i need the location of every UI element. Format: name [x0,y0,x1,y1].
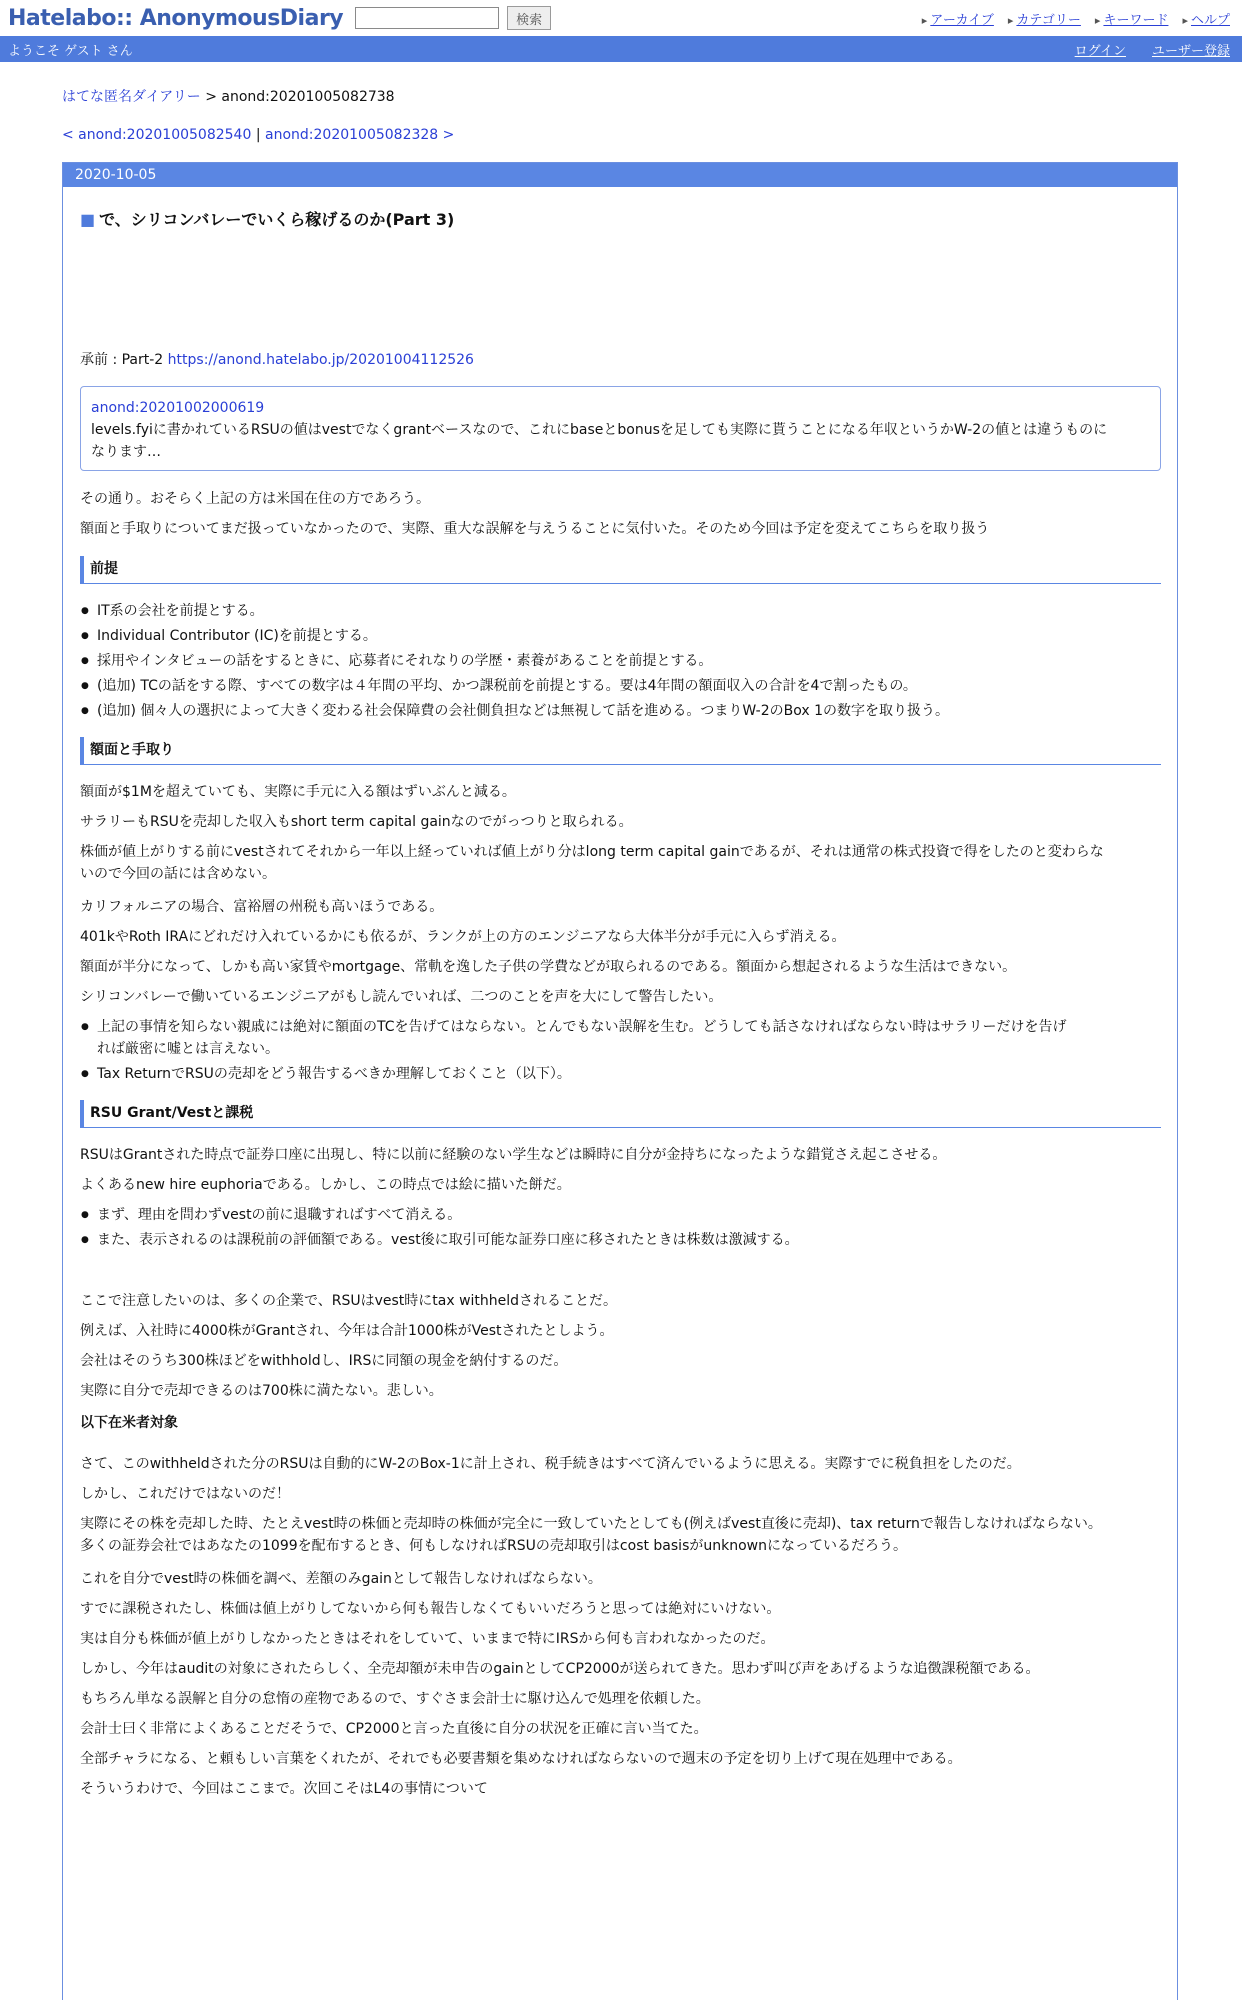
quote-text-line-1: levels.fyiに書かれているRSUの値はvestでなくgrantベースなので、これにbaseとbonusを足しても実際に貰うことになる年収というかW-2の値とは違うものに [91,422,1108,438]
chevron-right-icon: ▸ [1007,14,1014,27]
paragraph: 401kやRoth IRAにどれだけ入れているかにも依るが、ランクが上の方のエンジニアなら大体半分が手元に入らず消える。 [80,929,846,945]
search-button[interactable]: 検索 [507,6,551,30]
section-heading-rsu: RSU Grant/Vestと課税 [80,1100,1161,1128]
nav-category-link[interactable]: カテゴリー [1016,13,1081,28]
paragraph: しかし、今年はauditの対象にされたらしく、全売却額が未申告のgainとしてCP2000が送られてきた。思わず叫び声をあげるような追徴課税額である。 [80,1661,1040,1677]
prev-part-link[interactable]: https://anond.hatelabo.jp/20201004112526 [167,352,474,368]
list-item: ● Tax ReturnでRSUの売却をどう報告するべきか理解しておくこと（以下）。 [97,1063,571,1085]
next-entry-link[interactable]: anond:20201005082328 > [265,127,455,143]
paragraph: 額面が半分になって、しかも高い家賃やmortgage、常軌を逸した子供の学費などが取られるのである。額面から想起されるような生活はできない。 [80,959,1017,975]
paragraph: 額面と手取りについてまだ扱っていなかったので、実際、重大な誤解を与えうることに気付いた。そのため今回は予定を変えてこちらを取り扱う [80,521,990,537]
entry-date: 2020-10-05 [63,163,1177,187]
list-item [97,1016,1067,1060]
entry-permalink-icon[interactable]: ■ [80,210,96,229]
quote-source-link[interactable]: anond:20201002000619 [91,400,265,416]
prev-part-label: 承前 : Part-2 [80,352,168,368]
list-item: ● 採用やインタビューの話をするときに、応募者にそれなりの学歴・素養があることを前提とする。 [97,650,712,672]
paragraph: 全部チャラになる、と頼もしい言葉をくれたが、それでも必要書類を集めなければならないので週末の予定を切り上げて現在処理中である。 [80,1751,962,1767]
paragraph: 多くの証券会社ではあなたの1099を配布するとき、何もしなければRSUの売却取引はcost basisがunknownになっているだろう。 [80,1538,907,1554]
paragraph: 実は自分も株価が値上がりしなかったときはそれをしていて、いままで特にIRSから何も言われなかったのだ。 [80,1631,775,1647]
register-link[interactable]: ユーザー登録 [1151,44,1230,59]
breadcrumb-separator: > [205,89,217,105]
paragraph: いので今回の話には含めない。 [80,866,276,882]
list-item: ● (追加) 個々人の選択によって大きく変わる社会保障費の会社側負担などは無視して話を進める。つまりW-2のBox 1の数字を取り扱う。 [97,700,949,722]
paragraph: 会計士曰く非常によくあることだそうで、CP2000と言った直後に自分の状況を正確に言い当てた。 [80,1721,708,1737]
entry-title-text: で、シリコンバレーでいくら稼げるのか(Part 3) [99,210,455,229]
entry-frame [62,162,1178,2000]
search-input[interactable] [355,7,499,29]
paragraph: サラリーもRSUを売却した収入もshort term capital gainなのでがっつりと取られる。 [80,814,633,830]
welcome-text: ようこそ ゲスト さん [8,43,133,59]
section-heading-gross-net: 額面と手取り [80,737,1161,765]
user-bar [0,36,1242,62]
paragraph: カリフォルニアの場合、富裕層の州税も高いほうである。 [80,899,444,915]
paragraph: シリコンバレーで働いているエンジニアがもし読んでいれば、二つのことを声を大にして警告したい。 [80,989,723,1005]
quote-text-line-2: なります… [91,444,161,460]
entry-title [80,207,454,230]
subheading-us-residents: 以下在米者対象 [80,1415,178,1431]
chevron-right-icon: ▸ [1094,14,1101,27]
quoted-entry [80,386,1161,471]
paragraph: 実際にその株を売却した時、たとえvest時の株価と売却時の株価が完全に一致していたとしても(例えばvest直後に売却)、tax returnで報告しなければならない。 [80,1516,1102,1532]
list-item: ● IT系の会社を前提とする。 [97,600,264,622]
paragraph: 例えば、入社時に4000株がGrantされ、今年は合計1000株がVestされたとしよう。 [80,1323,614,1339]
paragraph: その通り。おそらく上記の方は米国在住の方であろう。 [80,491,430,507]
site-logo[interactable]: Hatelabo:: AnonymousDiary [8,5,344,31]
paragraph: 会社はそのうち300株ほどをwithholdし、IRSに同額の現金を納付するのだ。 [80,1353,568,1369]
list-item-line-1: 上記の事情を知らない親戚には絶対に額面のTCを告げてはならない。とんでもない誤解を生む。どうしても話さなければならない時はサラリーだけを告げ [97,1019,1067,1035]
chevron-right-icon: ▸ [921,14,928,27]
list-item: ● まず、理由を問わずvestの前に退職すればすべて消える。 [97,1204,461,1226]
nav-keyword-link[interactable]: キーワード [1103,13,1169,28]
list-item: ● また、表示されるのは課税前の評価額である。vest後に取引可能な証券口座に移されたときは株数は激減する。 [97,1229,799,1251]
nav-help-link[interactable]: ヘルプ [1190,13,1230,28]
paragraph: 額面が$1Mを超えていても、実際に手元に入る額はずいぶんと減る。 [80,784,516,800]
breadcrumb [62,86,395,106]
paragraph: すでに課税されたし、株価は値上がりしてないから何も報告しなくてもいいだろうと思っては絶対にいけない。 [80,1601,781,1617]
paragraph: ここで注意したいのは、多くの企業で、RSUはvest時にtax withheldされることだ。 [80,1293,618,1309]
top-nav [922,9,1230,28]
breadcrumb-home-link[interactable]: はてな匿名ダイアリー [62,89,201,105]
paragraph: しかし、これだけではないのだ！ [80,1486,290,1502]
paragraph: そういうわけで、今回はここまで。次回こそはL4の事情について [80,1781,488,1797]
site-header [0,0,1242,36]
prev-part-line [80,349,474,371]
login-link[interactable]: ログイン [1074,44,1126,59]
paragraph: 実際に自分で売却できるのは700株に満たない。悲しい。 [80,1383,443,1399]
prev-entry-link[interactable]: < anond:20201005082540 [62,127,252,143]
paragraph: これを自分でvest時の株価を調べ、差額のみgainとして報告しなければならない。 [80,1571,602,1587]
list-item-line-2: れば厳密に嘘とは言えない。 [97,1041,279,1057]
paragraph: もちろん単なる誤解と自分の怠惰の産物であるので、すぐさま会計士に駆け込んで処理を依頼した。 [80,1691,710,1707]
paragraph: よくあるnew hire euphoriaである。しかし、この時点では絵に描いた餅だ。 [80,1177,571,1193]
chevron-right-icon: ▸ [1182,14,1188,27]
list-item: ● (追加) TCの話をする際、すべての数字は４年間の平均、かつ課税前を前提とする。要は4年間の額面収入の合計を4で割ったもの。 [97,675,917,697]
paragraph: 株価が値上がりする前にvestされてそれから一年以上経っていれば値上がり分はlong term capital gainであるが、それは通常の株式投資で得をしたのと変わらな [80,844,1104,860]
paragraph: RSUはGrantされた時点で証券口座に出現し、特に以前に経験のない学生などは瞬時に自分が金持ちになったような錯覚さえ起こさせる。 [80,1147,947,1163]
pager-separator: | [255,127,261,143]
section-heading-premise: 前提 [80,556,1161,584]
breadcrumb-current: anond:20201005082738 [221,89,395,105]
nav-archive-link[interactable]: アーカイブ [930,13,994,28]
entry-pager [62,127,454,143]
paragraph: さて、このwithheldされた分のRSUは自動的にW-2のBox-1に計上され、税手続きはすべて済んでいるように思える。実際すでに税負担をしたのだ。 [80,1456,1021,1472]
list-item: ● Individual Contributor (IC)を前提とする。 [97,625,377,647]
